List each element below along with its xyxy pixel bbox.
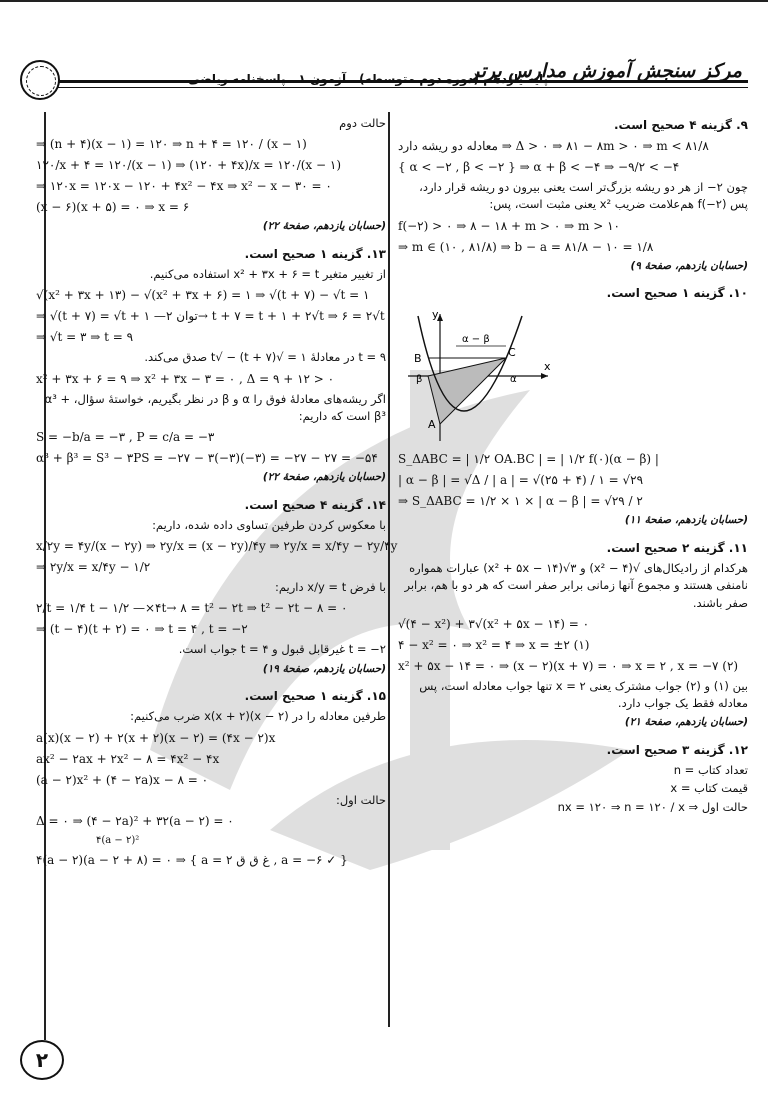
q12-line-4: (x − ۶)(x + ۵) = ۰ ⇒ x = ۶: [36, 200, 190, 215]
q9-line-4: ⇒ m ∈ (۱۰ , ۸۱/۸) ⇒ b − a = ۸۱/۸ − ۱۰ = ۱/۸: [398, 239, 654, 254]
q9-reference: (حسابان یازدهم، صفحهٔ ۹): [630, 259, 748, 272]
page-number: ۲: [20, 1040, 64, 1080]
q13-line-1: √(x² + ۳x + ۱۳) − √(x² + ۳x + ۶) = ۱ ⇒ √(t + ۷) − √t = ۱: [36, 288, 370, 303]
parabola-graph: [398, 306, 558, 446]
left-column: [36, 114, 398, 872]
point-b-label: B: [414, 352, 422, 366]
logo-seal: [20, 60, 60, 100]
q13-line-6: α³ + β³ = S³ − ۳PS = −۲۷ − ۳(−۳)(−۳) = −۲۷ − ۲۷ = −۵۴: [36, 451, 378, 465]
q12-line-1: ⇒ (n + ۴)(x − ۱) = ۱۲۰ ⇒ n + ۴ = ۱۲۰ / (x − ۱): [36, 137, 307, 152]
q11-line-2: ۴ − x² = ۰ ⇒ x² = ۴ ⇒ x = ±۲ (۱): [398, 637, 590, 652]
exam-subtitle: پایه یازدهم (دوره دوم متوسطه) . آزمون ۱ . پاسخنامه ریاضی: [188, 72, 548, 86]
q15-case: حالت اول:: [335, 792, 386, 807]
q15-line-3: (a − ۲)x² + (۴ − ۲a)x − ۸ = ۰: [36, 772, 209, 787]
q14-line-3: ۲/t = ۱/۴ t − ۱/۲ —×۴t→ ۸ = t² − ۲t ⇒ t² − ۲t − ۸ = ۰: [36, 601, 348, 616]
q14-line-4: ⇒ (t − ۴)(t + ۲) = ۰ ⇒ t = ۴ , t = −۲: [36, 622, 248, 637]
q10-line-1: S_ΔABC = | ۱/۲ OA.BC | = | ۱/۲ f(۰)(α − β) |: [398, 452, 659, 467]
q10-line-3: ⇒ S_ΔABC = ۱/۲ × ۱ × | α − β | = √۲۹ / ۲: [398, 494, 643, 509]
header-rule-thin: [58, 87, 748, 88]
q14-title: ۱۴. گزینه ۴ صحیح است.: [244, 497, 386, 512]
q15-line-4-denominator: ۴(a − ۲)²: [96, 834, 140, 846]
q13-line-3: ⇒ √t = ۳ ⇒ t = ۹: [36, 330, 134, 345]
q12-title: ۱۲. گزینه ۳ صحیح است.: [606, 743, 748, 757]
q14-line-1: x/۲y = ۴y/(x − ۲y) ⇒ ۲y/x = (x − ۲y)/۴y ⇒ ۲y/x = x/۴y − ۲y/۴y: [36, 539, 398, 553]
page-header: [20, 60, 748, 106]
q13-check: t = ۹ در معادلهٔ ۱ = √(t + ۷) − √t صدق می‌کند.: [144, 350, 386, 365]
q14-assume: با فرض x/y = t داریم:: [275, 580, 386, 594]
q13-line-4: x² + ۳x + ۶ = ۹ ⇒ x² + ۳x − ۳ = ۰ , Δ = ۹ + ۱۲ > ۰: [36, 371, 335, 386]
q15-line-2: ax² − ۲ax + ۲x² − ۸ = ۴x² − ۴x: [36, 751, 220, 766]
q15-line-5: ۴(a − ۲)(a − ۲ + ۸) = ۰ ⇒ { a = ۲ غ ق ق , a = −۶ ✓ }: [36, 852, 348, 867]
q15-intro: طرفین معادله را در x(x + ۲)(x − ۲) ضرب می‌کنیم:: [130, 709, 386, 724]
q9-line-3: f(−۲) > ۰ ⇒ ۸ − ۱۸ + m > ۰ ⇒ m > ۱۰: [398, 218, 620, 233]
q13-text-2: اگر ریشه‌های معادلهٔ فوق را α و β در نظر بگیریم، خواستهٔ سؤال، α³ + β³ است که داریم:: [44, 391, 386, 423]
q12-line-b: قیمت کتاب = x: [670, 781, 748, 796]
logo-inner-ring: [26, 66, 56, 96]
right-column: [398, 114, 748, 817]
q10-title: ۱۰. گزینه ۱ صحیح است.: [606, 286, 748, 301]
q12-line-a: تعداد کتاب = n: [673, 763, 748, 777]
q12-line-2: ۱۲۰/x + ۴ = ۱۲۰/(x − ۱) ⇒ (۱۲۰ + ۴x)/x = ۱۲۰/(x − ۱): [36, 158, 342, 173]
q14-line-2: ⇒ ۲y/x = x/۴y − ۱/۲: [36, 560, 151, 574]
q10-reference: (حسابان یازدهم، صفحهٔ ۱۱): [624, 514, 748, 527]
q13-reference: (حسابان یازدهم، صفحهٔ ۲۲): [262, 471, 386, 483]
q15-line-1: a(x)(x − ۲) + ۲(x + ۲)(x − ۲) = (۴x − ۲)x: [36, 730, 276, 745]
x-label: x: [544, 360, 551, 374]
y-label: y: [432, 308, 439, 322]
q12-reference: (حسابان یازدهم، صفحهٔ ۲۲): [262, 220, 386, 233]
q12-line-3: ⇒ ۱۲۰x = ۱۲۰x − ۱۲۰ + ۴x² − ۴x ⇒ x² − x − ۳۰ = ۰: [36, 179, 332, 194]
q13-line-2: ⇒ √(t + ۷) = √t + ۱ —توان ۲→ t + ۷ = t + ۱ + ۲√t ⇒ ۶ = ۲√t: [36, 309, 385, 324]
q12-case-label: حالت دوم: [339, 116, 386, 130]
q9-text-2: چون ۲− از هر دو ریشه بزرگ‌تر است یعنی بیرون دو ریشه قرار دارد، پس f(−۲) هم‌علامت ضریب x² یعنی مثبت است، پس:: [419, 180, 748, 212]
brand-title: مرکز سنجش آموزش مدارس برتر: [470, 60, 742, 82]
q11-reference: (حسابان یازدهم، صفحهٔ ۲۱): [624, 716, 748, 729]
beta-label: β: [416, 374, 423, 386]
q15-line-4: Δ = ۰ ⇒ (۴ − ۲a)² + ۳۲(a − ۲) = ۰: [36, 813, 234, 828]
q11-title: ۱۱. گزینه ۲ صحیح است.: [606, 541, 748, 555]
diff-label: α − β: [462, 334, 490, 346]
q10-line-2: | α − β | = √Δ / | a | = √(۲۵ + ۴) / ۱ = √۲۹: [398, 473, 644, 488]
q13-title: ۱۳. گزینه ۱ صحیح است.: [244, 247, 386, 261]
q11-line-3: x² + ۵x − ۱۴ = ۰ ⇒ (x − ۲)(x + ۷) = ۰ ⇒ x = ۲ , x = −۷ (۲): [398, 658, 739, 673]
q14-reference: (حسابان یازدهم، صفحهٔ ۱۹): [262, 662, 386, 675]
q9-line-1: معادله دو ریشه دارد ⇒ Δ > ۰ ⇒ ۸۱ − ۸m > ۰ ⇒ m < ۸۱/۸: [398, 139, 709, 153]
q11-line-1: √(۴ − x²) + ۳√(x² + ۵x − ۱۴) = ۰: [398, 616, 590, 631]
x-axis-arrow-icon: [541, 373, 548, 379]
top-border: [0, 0, 768, 8]
q14-text-3: t = −۲ غیرقابل قبول و t = ۴ جواب است.: [178, 642, 386, 657]
column-divider: [388, 112, 390, 1027]
q14-intro: با معکوس کردن طرفین تساوی داده شده، داریم:: [152, 517, 386, 532]
q11-text-1: هرکدام از رادیکال‌های √(۴ − x²) و ۳√(x² + ۵x − ۱۴) عبارات همواره نامنفی هستند و مجموع آنها زمانی برابر صفر است که هر دو با هم، برابر صفر باشند.: [404, 561, 748, 610]
point-c-label: C: [508, 346, 516, 360]
q13-line-5: S = −b/a = −۳ , P = c/a = −۳: [36, 430, 215, 444]
q13-intro: از تغییر متغیر x² + ۳x + ۶ = t استفاده می‌کنیم.: [149, 267, 386, 281]
alpha-label: α: [510, 374, 517, 386]
q9-line-2: { α < −۲ , β < −۲ } ⇒ α + β < −۴ ⇒ −۹/۲ < −۴: [398, 160, 680, 174]
point-a-label: A: [428, 418, 436, 432]
q9-title: ۹. گزینه ۴ صحیح است.: [613, 118, 748, 132]
q15-title: ۱۵. گزینه ۱ صحیح است.: [244, 689, 386, 704]
q12-line-c: حالت اول ⇒ nx = ۱۲۰ ⇒ n = ۱۲۰ / x: [557, 799, 748, 814]
q11-text-2: بین (۱) و (۲) جواب مشترک یعنی x = ۲ تنها جواب معادله است، پس معادله فقط یک جواب دارد.: [419, 678, 748, 710]
